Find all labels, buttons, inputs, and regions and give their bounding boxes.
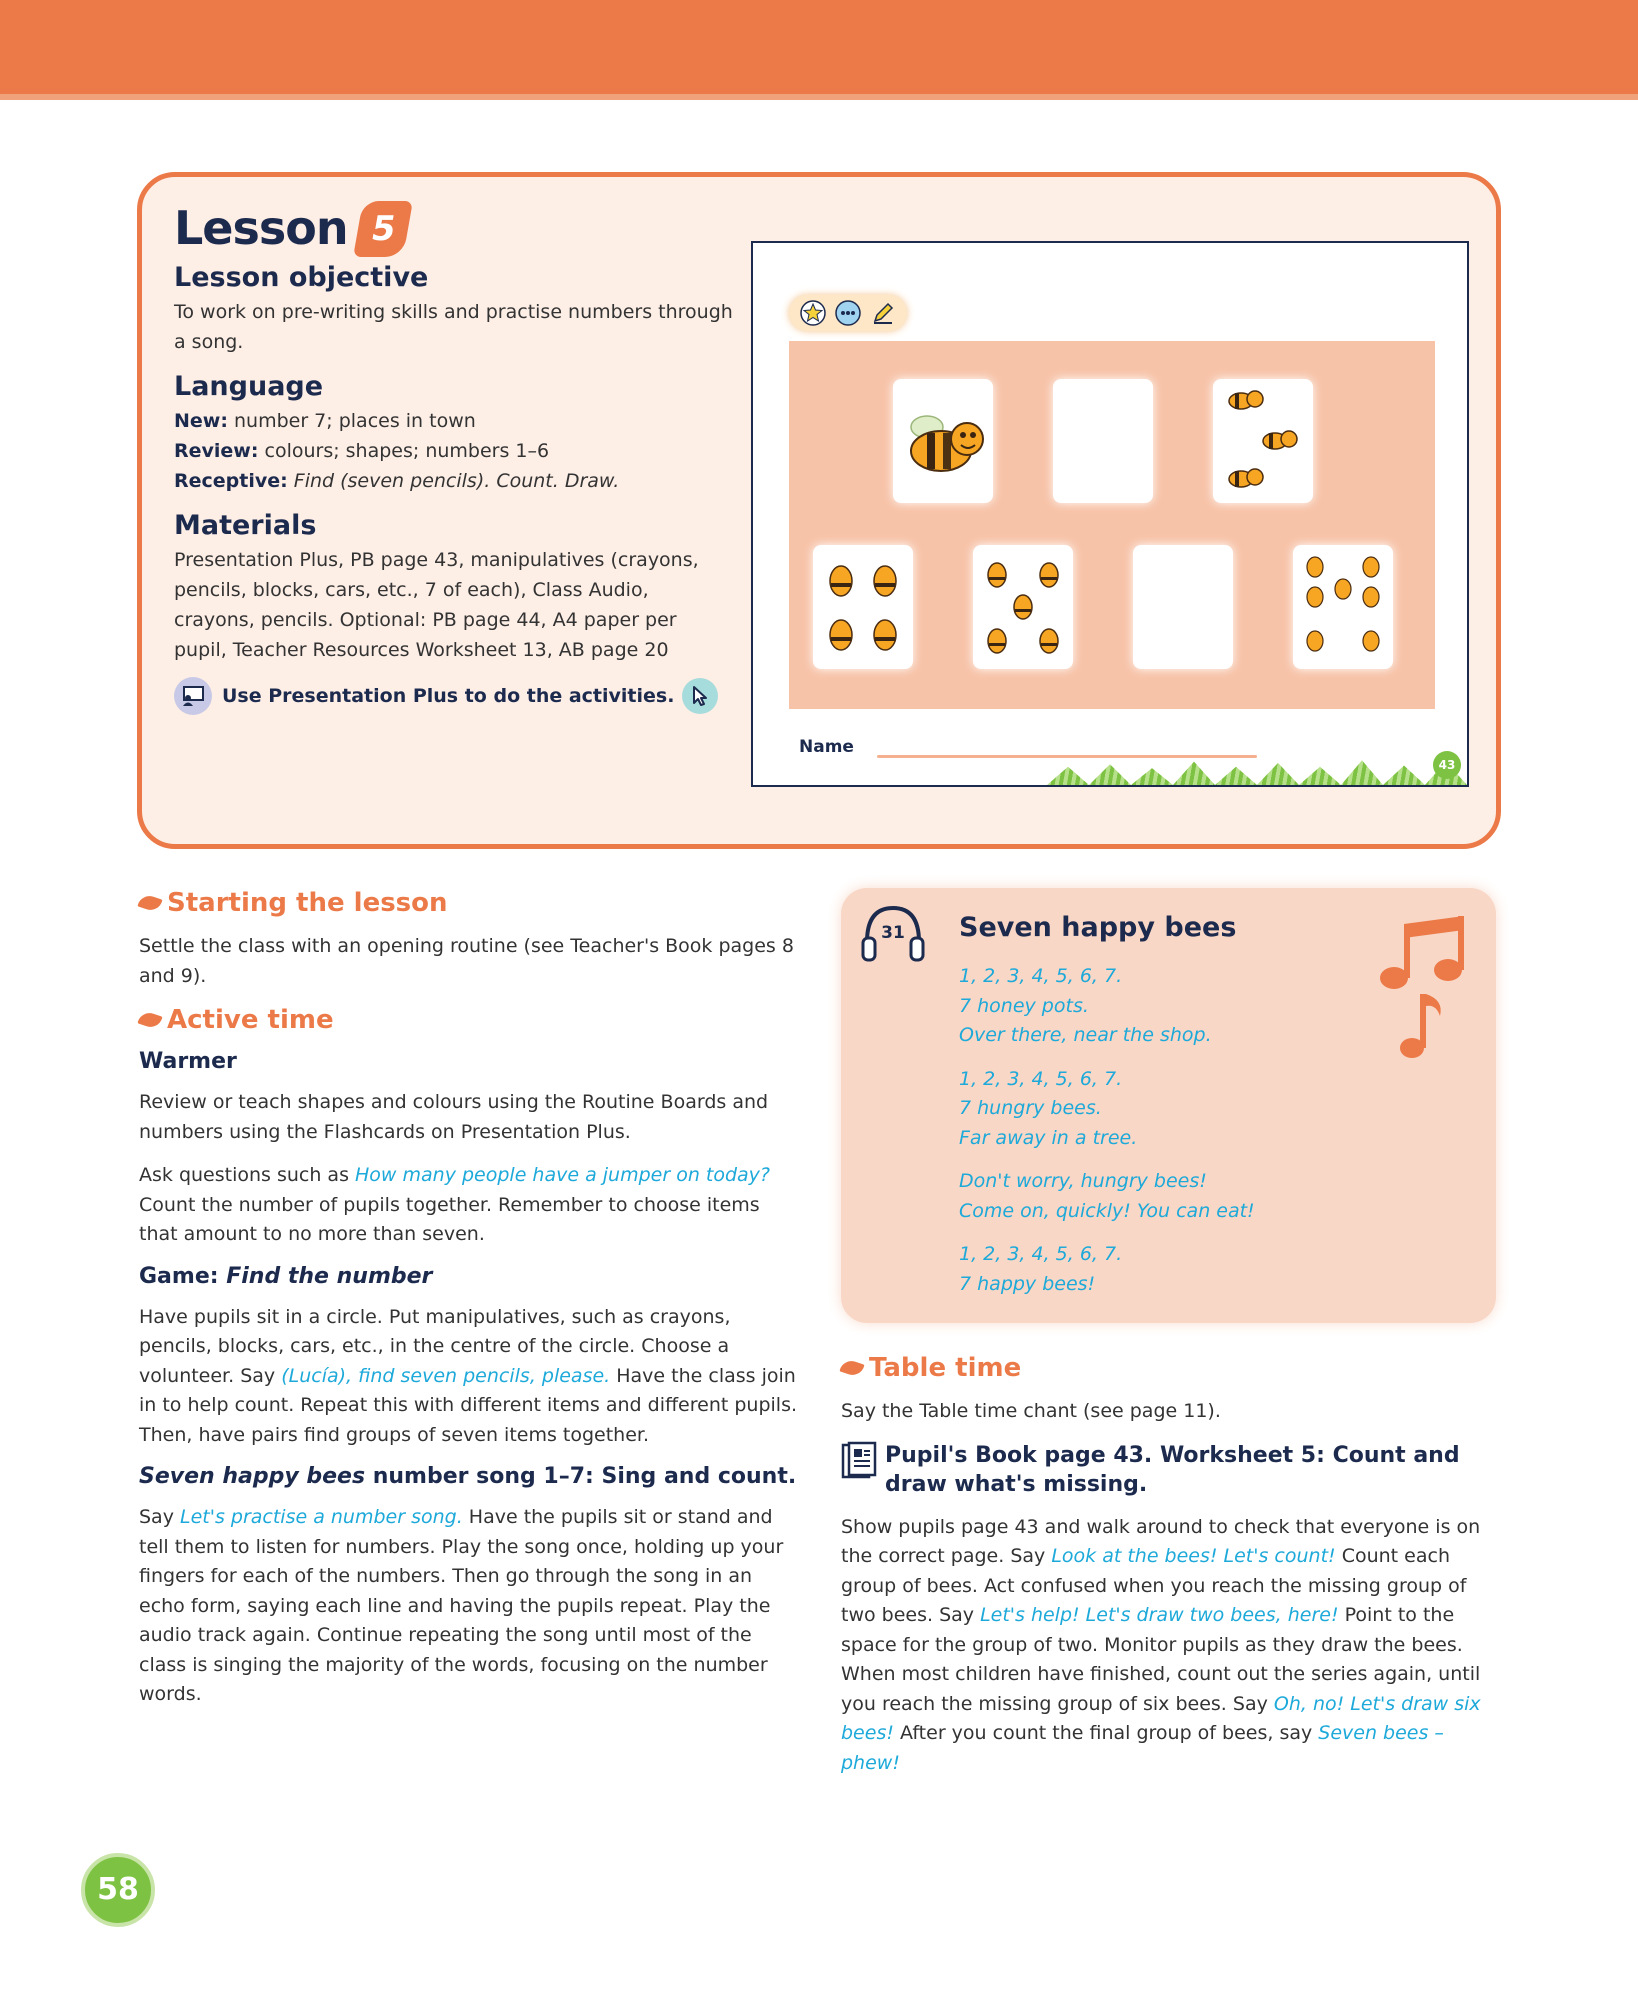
- empty-card-six: [1133, 545, 1233, 669]
- table-time-heading: Table time: [841, 1353, 1501, 1383]
- song-stanza: [959, 1240, 1255, 1299]
- presentation-plus-note[interactable]: Use Presentation Plus to do the activities.: [174, 677, 734, 715]
- pupils-book-heading: Pupil's Book page 43. Worksheet 5: Count and draw what's missing.: [841, 1441, 1501, 1499]
- materials-text: Presentation Plus, PB page 43, manipulatives (crayons, pencils, blocks, cars, etc., 7 of each), Class Audio, crayons, pencils. Optional: PB page 44, A4 paper per pupil, Teacher Resources Worksheet 13, AB page 20: [174, 549, 699, 661]
- language-heading: Language: [174, 371, 324, 402]
- right-column: [841, 888, 1501, 1792]
- song-activity-text: Say Let's practise a number song. Have the pupils sit or stand and tell them to listen for numbers. Play the song once, holding up your fingers for each of the numbers. Then go through the song in an echo form, saying each line and having the pupils repeat. Play the audio track again. Continue repeating the song until most of the class is singing the majority of the words, focusing on the number words.: [139, 1506, 784, 1705]
- top-color-band: [0, 0, 1638, 100]
- pencil-icon: [870, 300, 896, 326]
- active-heading: Active time: [139, 1005, 799, 1035]
- worksheet-page-number: 43: [1433, 751, 1461, 779]
- warmer-text: Review or teach shapes and colours using the Routine Boards and numbers using the Flashcards on Presentation Plus.: [139, 1091, 769, 1143]
- page-number: 58: [81, 1853, 155, 1927]
- speech-bubble-icon: [835, 300, 861, 326]
- lesson-title: Lesson 5: [174, 201, 408, 257]
- starting-heading: Starting the lesson: [139, 888, 799, 918]
- music-notes-icon: [1378, 912, 1470, 1062]
- song-box: [841, 888, 1496, 1323]
- bee-card-three: [1213, 379, 1313, 503]
- song-line: 1, 2, 3, 4, 5, 6, 7.: [959, 1243, 1123, 1265]
- song-stanza: [959, 1167, 1255, 1226]
- game-heading: Game: Find the number: [139, 1263, 433, 1289]
- left-column: [139, 888, 799, 1724]
- song-stanza: [959, 962, 1255, 1051]
- pupils-book-text: Show pupils page 43 and walk around to check that everyone is on the correct page. Say Look at the bees! Let's count! Count each group of bees. Act confused when you reach the missing group of two bees. Say Let's help! Let's draw two bees, here! Point to the space for the group of two. Monitor pupils as they draw the bees. When most children have finished, count out the series again, until you reach the missing group of six bees. Say Oh, no! Let's draw six bees! After you count the final group of bees, say Seven bees – phew!: [841, 1515, 1481, 1774]
- worksheet-activity-icons: [789, 295, 907, 331]
- song-activity-heading: Seven happy bees number song 1–7: Sing and count.: [139, 1464, 797, 1489]
- song-title: Seven happy bees: [959, 912, 1237, 943]
- game-text: Have pupils sit in a circle. Put manipulatives, such as crayons, pencils, blocks, cars, etc., in the centre of the circle. Choose a volunteer. Say (Lucía), find seven pencils, please. Have the class join in to help count. Repeat this with different items and different pupils. Then, have pairs find groups of seven items together.: [139, 1305, 798, 1446]
- song-line: 7 hungry bees.: [959, 1097, 1102, 1119]
- bee-card-four: [813, 545, 913, 669]
- grass-decoration: [1047, 759, 1467, 785]
- song-line: 7 happy bees!: [959, 1272, 1096, 1295]
- empty-card-two: [1053, 379, 1153, 503]
- worksheet-name-line: [877, 755, 1257, 758]
- leaf-icon: [839, 1358, 864, 1378]
- language-review: Review: colours; shapes; numbers 1–6: [174, 440, 550, 462]
- worksheet-name-label: Name: [799, 737, 854, 757]
- headphones-icon[interactable]: [859, 902, 927, 964]
- song-line: 1, 2, 3, 4, 5, 6, 7.: [959, 965, 1123, 987]
- song-stanza: [959, 1065, 1255, 1154]
- warmer-heading: Warmer: [139, 1049, 237, 1074]
- track-number: 31: [881, 923, 905, 943]
- bee-card-seven: [1293, 545, 1393, 669]
- song-line: Over there, near the shop.: [959, 1024, 1212, 1046]
- worksheet-bee-area: [789, 341, 1435, 709]
- worksheet-icon: [841, 1441, 877, 1481]
- language-receptive: Receptive: Find (seven pencils). Count. Draw.: [174, 470, 620, 492]
- song-lyrics: [959, 962, 1255, 1313]
- lesson-box: [137, 172, 1501, 849]
- language-new: New: number 7; places in town: [174, 410, 476, 432]
- objective-text: To work on pre-writing skills and practise numbers through a song.: [174, 301, 733, 353]
- presentation-board-icon: [174, 677, 212, 715]
- starting-text: Settle the class with an opening routine (see Teacher's Book pages 8 and 9).: [139, 935, 794, 987]
- bee-card-one: [893, 379, 993, 503]
- materials-heading: Materials: [174, 510, 317, 541]
- cursor-icon: [682, 678, 718, 714]
- objective-heading: Lesson objective: [174, 262, 429, 293]
- star-icon: [800, 300, 826, 326]
- lesson-info: [174, 262, 734, 715]
- song-line: 1, 2, 3, 4, 5, 6, 7.: [959, 1067, 1123, 1090]
- table-time-text: Say the Table time chant (see page 11).: [841, 1400, 1221, 1422]
- leaf-icon: [137, 1010, 162, 1030]
- leaf-icon: [137, 893, 162, 913]
- worksheet-preview: [751, 241, 1469, 787]
- song-line: 7 honey pots.: [959, 994, 1089, 1017]
- lesson-number-badge: 5: [353, 201, 413, 257]
- ask-text: Ask questions such as How many people have a jumper on today? Count the number of pupils together. Remember to choose items that amount to no more than seven.: [139, 1164, 771, 1245]
- song-line: Come on, quickly! You can eat!: [959, 1199, 1255, 1222]
- song-line: Don't worry, hungry bees!: [959, 1170, 1207, 1192]
- bee-card-five: [973, 545, 1073, 669]
- song-line: Far away in a tree.: [959, 1126, 1138, 1149]
